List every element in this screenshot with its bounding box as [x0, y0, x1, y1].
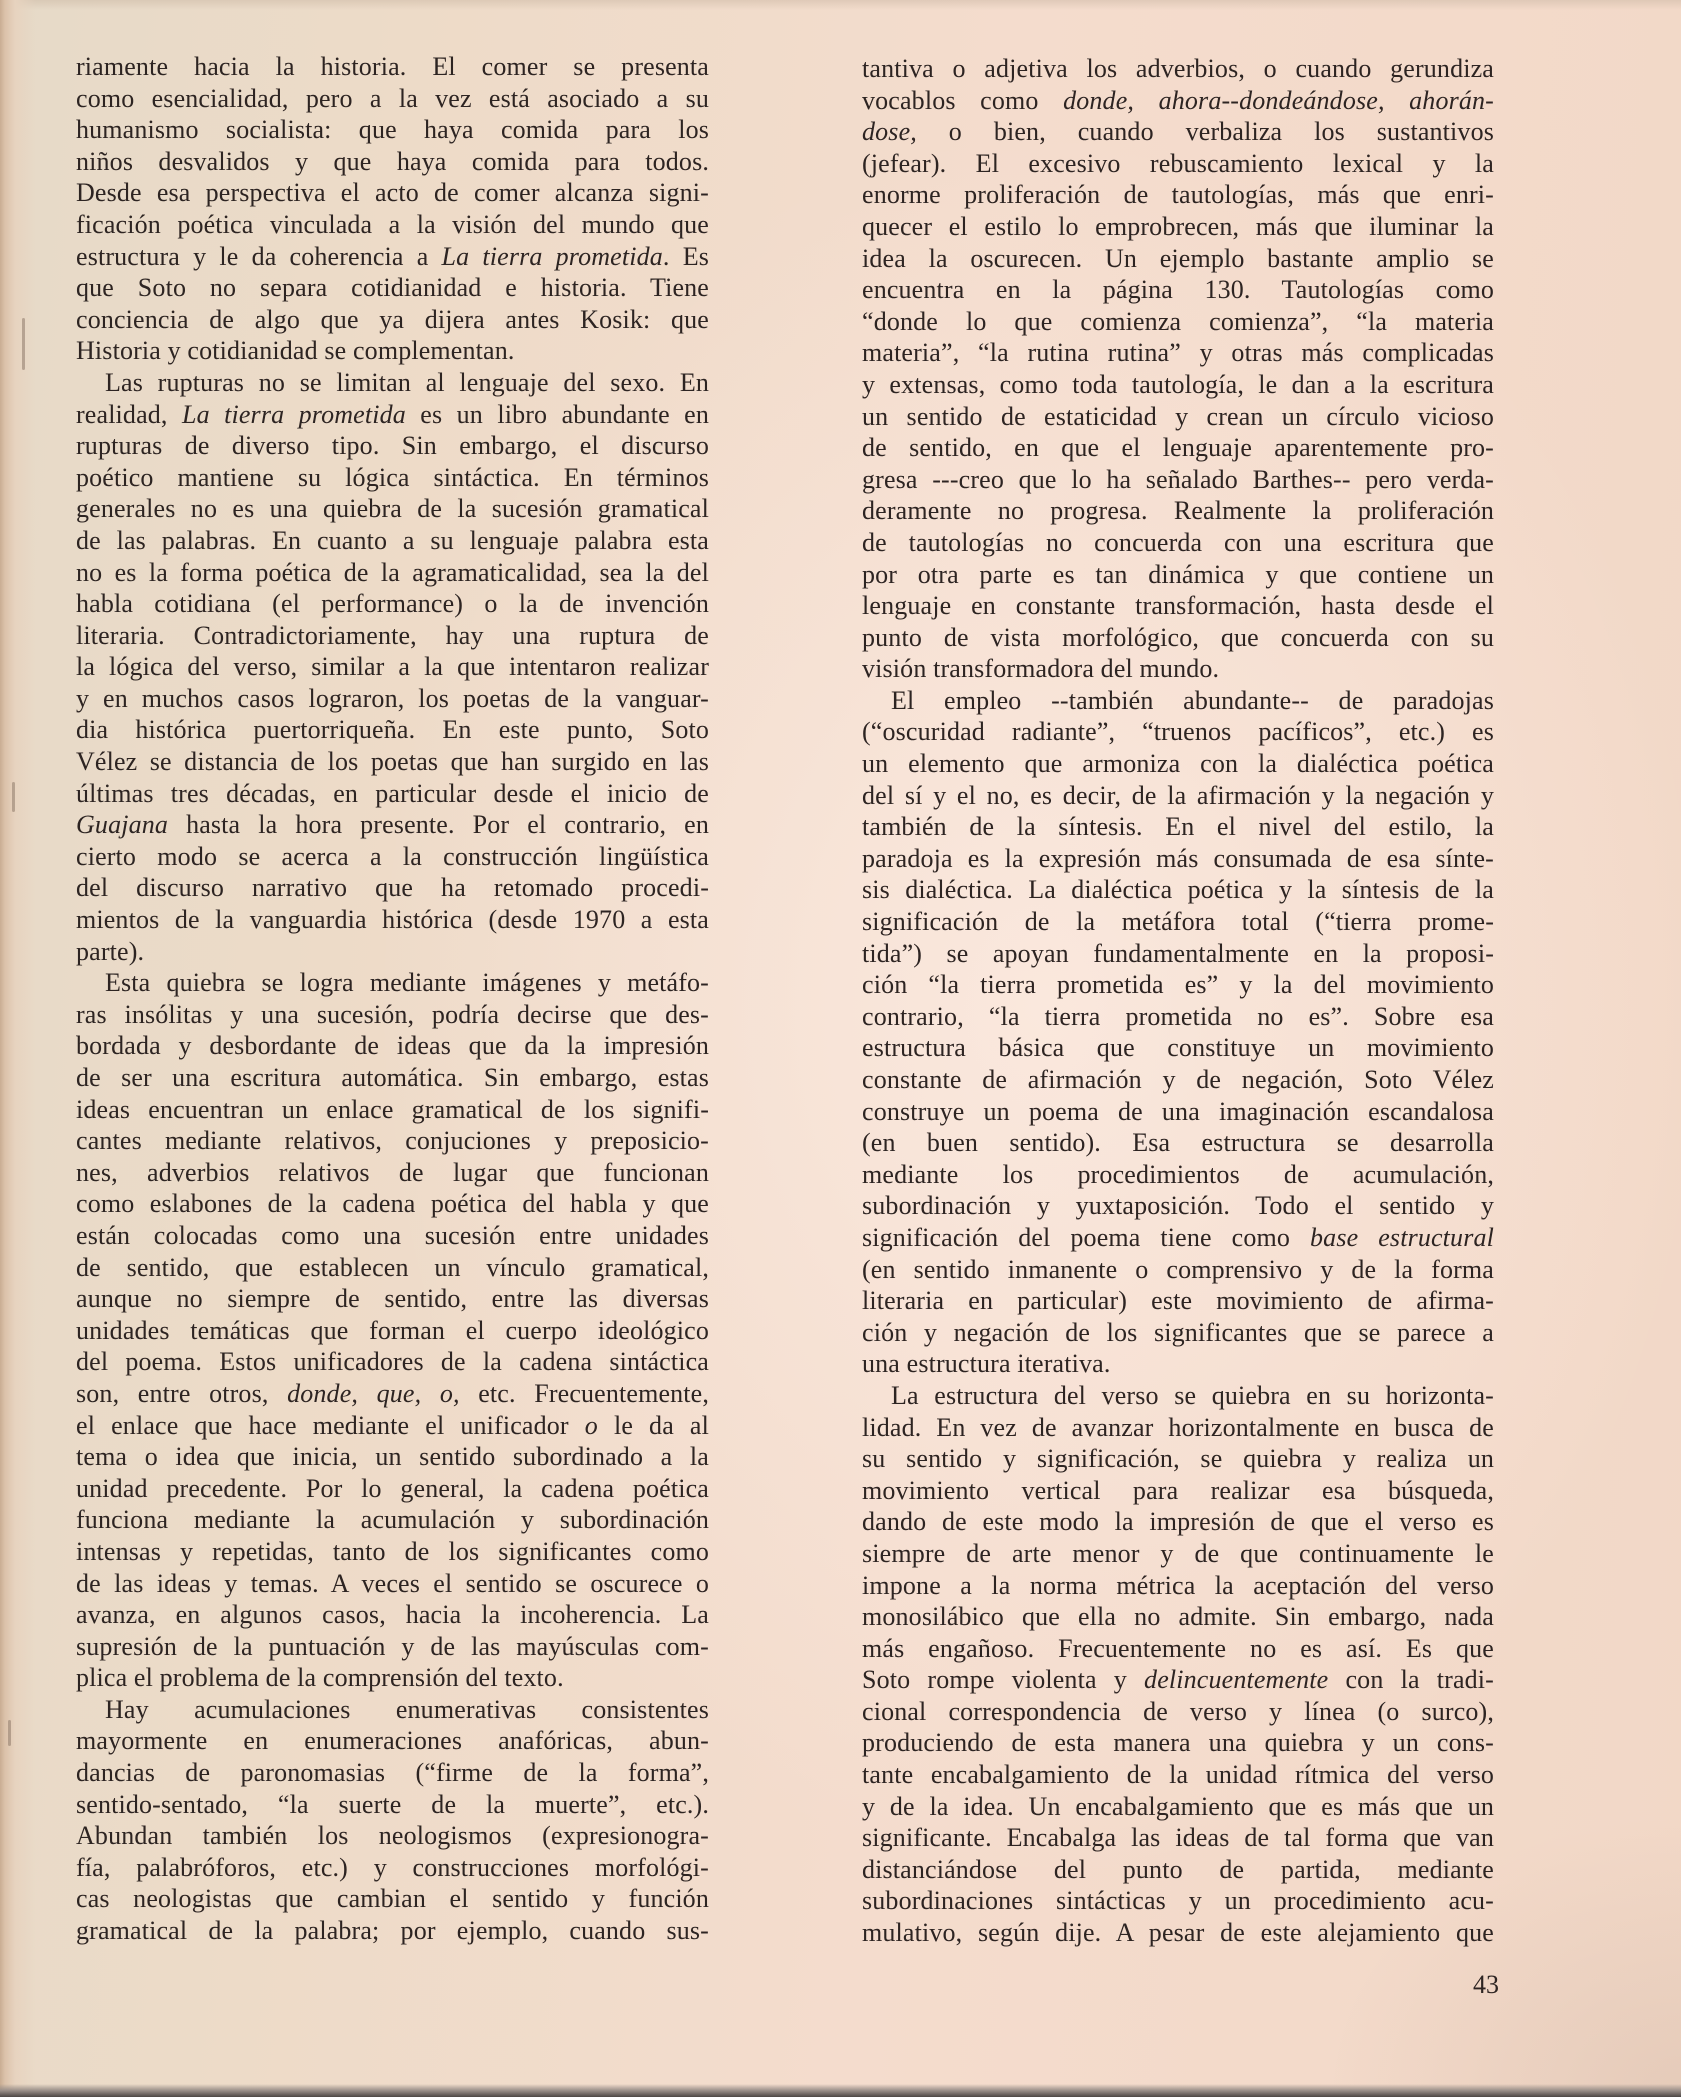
text-run: significante. Encabalga las ideas de tal forma que van	[862, 1823, 1494, 1853]
text-line	[76, 1820, 709, 1852]
text-line	[862, 780, 1494, 812]
text-run: (jefear). El excesivo rebuscamiento lexical y la	[862, 148, 1494, 178]
text-run: intensas y repetidas, tanto de los significantes como	[76, 1536, 709, 1566]
text-run: plica el problema de la comprensión del texto.	[76, 1663, 564, 1693]
text-line	[862, 53, 1494, 85]
text-line	[76, 1536, 709, 1568]
text-line	[862, 906, 1494, 938]
text-run: poético mantiene su lógica sintáctica. En términos	[76, 462, 709, 492]
text-run: de las ideas y temas. A veces el sentido se oscurece o	[76, 1568, 709, 1598]
text-run: unidades temáticas que forman el cuerpo ideológico	[76, 1315, 709, 1345]
text-run: humanismo socialista: que haya comida para los	[76, 115, 709, 145]
text-run: materia”, “la rutina rutina” y otras más complicadas	[862, 338, 1494, 368]
text-run: subordinación y yuxtaposición. Todo el sentido y	[862, 1191, 1494, 1221]
text-line	[862, 1064, 1494, 1096]
text-run: del sí y el no, es decir, de la afirmación y la negación y	[862, 780, 1494, 810]
text-line	[862, 274, 1494, 306]
text-run: dancias de paronomasias (“firme de la forma”,	[76, 1758, 709, 1788]
text-line	[76, 651, 709, 683]
text-line	[76, 1315, 709, 1347]
text-run: vocablos como	[862, 85, 1064, 115]
text-run: punto de vista morfológico, que concuerda con su	[862, 622, 1494, 652]
text-line	[76, 872, 709, 904]
text-line	[862, 1664, 1494, 1696]
text-run: rupturas de diverso tipo. Sin embargo, el discurso	[76, 431, 709, 461]
text-run: . Es	[662, 241, 709, 271]
text-run: del discurso narrativo que ha retomado procedi-	[76, 873, 709, 903]
page-number: 43	[1473, 1970, 1499, 1999]
text-run: la lógica del verso, similar a la que intentaron realizar	[76, 652, 709, 682]
text-run: y de la idea. Un encabalgamiento que es más que un	[862, 1791, 1494, 1821]
text-line	[862, 1727, 1494, 1759]
text-line	[862, 590, 1494, 622]
italic-text: donde, ahora--dondeándose, ahorán-	[1063, 85, 1494, 115]
text-line	[76, 809, 709, 841]
italic-text: La tierra prometida	[181, 399, 406, 429]
text-line	[862, 685, 1494, 717]
text-line	[76, 1852, 709, 1884]
paper-edge-left	[0, 0, 36, 2097]
text-run: más engañoso. Frecuentemente no es así. Es que	[862, 1633, 1494, 1663]
text-run: de sentido, que establecen un vínculo gramatical,	[76, 1252, 709, 1282]
text-run: gramatical de la palabra; por ejemplo, cuando sus-	[76, 1916, 709, 1946]
text-line	[862, 1348, 1494, 1380]
text-line	[862, 716, 1494, 748]
text-line	[862, 148, 1494, 180]
text-run: dia histórica puertorriqueña. En este punto, Soto	[76, 715, 709, 745]
text-run: cional correspondencia de verso y línea (o surco),	[862, 1696, 1494, 1726]
text-run: cas neologistas que cambian el sentido y función	[76, 1884, 709, 1914]
text-line	[862, 369, 1494, 401]
text-run: idea la oscurecen. Un ejemplo bastante amplio se	[862, 243, 1494, 273]
text-line	[862, 116, 1494, 148]
text-line	[76, 683, 709, 715]
text-line	[76, 1346, 709, 1378]
text-run: gresa ---creo que lo ha señalado Barthes-- pero verda-	[862, 464, 1494, 494]
text-line	[76, 778, 709, 810]
text-run: realidad,	[76, 399, 182, 429]
text-run: del poema. Estos unificadores de la cadena sintáctica	[76, 1347, 709, 1377]
text-run: quecer el estilo lo emprobrecen, más que iluminar la	[862, 211, 1494, 241]
text-run: tida”) se apoyan fundamentalmente en la proposi-	[862, 938, 1494, 968]
text-run: de ser una escritura automática. Sin embargo, estas	[76, 1063, 709, 1092]
text-line	[76, 1915, 709, 1947]
text-run: nes, adverbios relativos de lugar que funcionan	[76, 1157, 709, 1187]
text-line	[76, 999, 709, 1031]
text-line	[862, 843, 1494, 875]
italic-text: dose,	[862, 117, 917, 147]
text-line	[862, 1443, 1494, 1475]
text-run: Hay acumulaciones enumerativas consistentes	[105, 1694, 709, 1724]
text-run: Vélez se distancia de los poetas que han surgido en las	[76, 747, 709, 777]
text-line	[862, 179, 1494, 211]
text-run: mayormente en enumeraciones anafóricas, abun-	[76, 1726, 709, 1756]
text-line	[862, 1570, 1494, 1602]
text-line	[862, 306, 1494, 338]
text-run: un elemento que armoniza con la dialéctica poética	[862, 749, 1494, 779]
text-run: lenguaje en constante transformación, hasta desde el	[862, 591, 1494, 621]
text-line	[76, 1599, 709, 1631]
text-run: conciencia de algo que ya dijera antes Kosik: que	[76, 304, 709, 334]
text-run: unidad precedente. Por lo general, la cadena poética	[76, 1473, 709, 1503]
text-run: le da al	[597, 1410, 709, 1440]
text-line	[862, 1096, 1494, 1128]
text-run: que Soto no separa cotidianidad e historia. Tiene	[76, 273, 709, 303]
text-run: (“oscuridad radiante”, “truenos pacíficos”, etc.) es	[862, 717, 1494, 747]
scan-speck	[8, 1720, 11, 1746]
text-line	[862, 432, 1494, 464]
text-run: de las palabras. En cuanto a su lenguaje palabra esta	[76, 525, 709, 555]
text-run: con la tradi-	[1328, 1665, 1494, 1695]
text-line	[76, 430, 709, 462]
text-run: fía, palabróforos, etc.) y construcciones morfológi-	[76, 1852, 709, 1882]
text-run: Abundan también los neologismos (expresionogra-	[76, 1821, 709, 1851]
paper-edge-bottom	[0, 2084, 1681, 2097]
text-line	[76, 1568, 709, 1600]
text-line	[862, 1317, 1494, 1349]
text-line	[76, 1094, 709, 1126]
text-line	[862, 1633, 1494, 1665]
text-line	[76, 557, 709, 589]
text-line	[862, 874, 1494, 906]
text-line	[862, 1854, 1494, 1886]
text-line	[76, 1030, 709, 1062]
text-line	[862, 401, 1494, 433]
text-run: no es la forma poética de la agramaticalidad, sea la del	[76, 557, 709, 587]
column-right	[862, 53, 1494, 1949]
text-run: aunque no siempre de sentido, entre las diversas	[76, 1284, 709, 1314]
text-line	[76, 525, 709, 557]
text-line	[862, 495, 1494, 527]
text-run: literaria en particular) este movimiento de afirma-	[862, 1286, 1494, 1316]
text-run: El empleo --también abundante-- de paradojas	[891, 685, 1494, 715]
text-run: “donde lo que comienza comienza”, “la materia	[862, 306, 1494, 336]
text-line	[862, 1759, 1494, 1791]
column-left	[76, 51, 709, 1947]
text-line	[76, 967, 709, 999]
text-line	[862, 243, 1494, 275]
text-run: construye un poema de una imaginación escandalosa	[862, 1096, 1494, 1126]
text-line	[76, 146, 709, 178]
text-line	[76, 1252, 709, 1284]
text-run: ficación poética vinculada a la visión del mundo que	[76, 209, 709, 239]
italic-text: o	[584, 1410, 598, 1440]
text-run: encuentra en la página 130. Tautologías como	[862, 275, 1494, 305]
text-line	[76, 1473, 709, 1505]
text-run: deramente no progresa. Realmente la proliferación	[862, 496, 1494, 526]
text-line	[76, 493, 709, 525]
text-run: enorme proliferación de tautologías, más que enri-	[862, 180, 1494, 210]
text-run: visión transformadora del mundo.	[862, 654, 1220, 684]
paragraph	[862, 53, 1494, 685]
text-line	[76, 1883, 709, 1915]
text-run: es un libro abundante en	[405, 399, 709, 429]
text-line	[76, 1157, 709, 1189]
text-run: La estructura del verso se quiebra en su horizonta-	[891, 1380, 1494, 1410]
text-run: estructura y le da coherencia a	[76, 241, 442, 271]
text-run: Esta quiebra se logra mediante imágenes y metáfo-	[105, 968, 709, 998]
text-run: contrario, “la tierra prometida no es”. Sobre esa	[862, 1001, 1494, 1031]
paragraph	[76, 367, 709, 967]
text-line	[862, 1601, 1494, 1633]
text-run: Soto rompe violenta y	[862, 1665, 1145, 1695]
italic-text: delincuentemente	[1144, 1665, 1329, 1695]
paper-edge-top	[0, 0, 1681, 10]
text-line	[76, 714, 709, 746]
text-run: bordada y desbordante de ideas que da la impresión	[76, 1031, 709, 1061]
paragraph	[76, 51, 709, 367]
scan-speck	[12, 782, 15, 812]
text-line	[862, 1380, 1494, 1412]
text-run: Historia y cotidianidad se complementan.	[76, 336, 515, 366]
text-run: monosilábico que ella no admite. Sin embargo, nada	[862, 1602, 1494, 1632]
text-run: cierto modo se acerca a la construcción lingüística	[76, 841, 709, 871]
text-line	[76, 1662, 709, 1694]
text-line	[76, 51, 709, 83]
text-line	[862, 1791, 1494, 1823]
text-run: su sentido y significación, se quiebra y realiza un	[862, 1444, 1494, 1474]
text-run: subordinaciones sintácticas y un procedimiento acu-	[862, 1886, 1494, 1916]
text-line	[862, 1885, 1494, 1917]
text-line	[862, 1285, 1494, 1317]
text-run: hasta la hora presente. Por el contrario, en	[168, 810, 709, 840]
text-run: estructura básica que constituye un movimiento	[862, 1033, 1494, 1063]
text-run: lidad. En vez de avanzar horizontalmente en busca de	[862, 1412, 1494, 1442]
text-line	[76, 83, 709, 115]
text-line	[76, 1220, 709, 1252]
text-run: mediante los procedimientos de acumulación,	[862, 1159, 1494, 1189]
text-line	[862, 1412, 1494, 1444]
text-line	[76, 241, 709, 273]
text-line	[862, 748, 1494, 780]
text-line	[76, 209, 709, 241]
text-run: tante encabalgamiento de la unidad rítmica del verso	[862, 1760, 1494, 1790]
text-line	[862, 1159, 1494, 1191]
text-line	[76, 1410, 709, 1442]
text-line	[76, 620, 709, 652]
text-run: por otra parte es tan dinámica y que contiene un	[862, 559, 1494, 589]
text-line	[862, 85, 1494, 117]
text-line	[862, 1001, 1494, 1033]
text-line	[76, 588, 709, 620]
paragraph	[862, 685, 1494, 1380]
italic-text: Guajana	[76, 810, 169, 840]
text-run: últimas tres décadas, en particular desde el inicio de	[76, 778, 709, 808]
text-line	[862, 653, 1494, 685]
text-line	[76, 1062, 709, 1094]
text-run: son, entre otros,	[76, 1378, 288, 1408]
text-line	[76, 1504, 709, 1536]
text-run: constante de afirmación y de negación, Soto Vélez	[862, 1065, 1494, 1094]
text-run: (en buen sentido). Esa estructura se desarrolla	[862, 1128, 1494, 1158]
italic-text: base estructural	[1310, 1222, 1494, 1252]
text-line	[76, 1378, 709, 1410]
text-run: produciendo de esta manera una quiebra y un cons-	[862, 1728, 1494, 1758]
text-run: movimiento vertical para realizar esa búsqueda,	[862, 1475, 1494, 1505]
text-line	[862, 1190, 1494, 1222]
text-line	[76, 1757, 709, 1789]
text-run: niños desvalidos y que haya comida para todos.	[76, 146, 709, 176]
text-run: significación de la metáfora total (“tierra prome-	[862, 907, 1494, 937]
text-line	[862, 1538, 1494, 1570]
text-run: de sentido, en que el lenguaje aparentemente pro-	[862, 433, 1494, 463]
text-line	[76, 1789, 709, 1821]
text-run: siempre de arte menor y de que continuamente le	[862, 1538, 1494, 1568]
text-line	[76, 462, 709, 494]
text-run: habla cotidiana (el performance) o la de invención	[76, 589, 709, 619]
text-run: de tautologías no concuerda con una escritura que	[862, 527, 1494, 557]
text-run: Desde esa perspectiva el acto de comer alcanza signi-	[76, 178, 709, 208]
text-run: literaria. Contradictoriamente, hay una ruptura de	[76, 620, 709, 650]
text-line	[76, 1283, 709, 1315]
text-run: y en muchos casos lograron, los poetas de la vanguar-	[76, 683, 709, 713]
text-line	[76, 1631, 709, 1663]
text-run: funciona mediante la acumulación y subordinación	[76, 1505, 709, 1535]
text-run: y extensas, como toda tautología, le dan a la escritura	[862, 369, 1494, 399]
text-line	[862, 464, 1494, 496]
text-run: una estructura iterativa.	[862, 1349, 1111, 1379]
text-line	[862, 337, 1494, 369]
text-run: mulativo, según dije. A pesar de este alejamiento que	[862, 1918, 1494, 1948]
text-line	[862, 622, 1494, 654]
paragraph	[76, 967, 709, 1694]
text-line	[862, 1822, 1494, 1854]
text-line	[862, 1222, 1494, 1254]
text-run: el enlace que hace mediante el unificador	[76, 1410, 585, 1440]
text-line	[76, 177, 709, 209]
text-line	[862, 1696, 1494, 1728]
text-line	[76, 304, 709, 336]
text-run: como eslabones de la cadena poética del habla y que	[76, 1189, 709, 1219]
text-line	[76, 1694, 709, 1726]
text-line	[862, 211, 1494, 243]
text-line	[76, 1188, 709, 1220]
text-line	[76, 936, 709, 968]
text-run: supresión de la puntuación y de las mayúsculas com-	[76, 1631, 709, 1661]
text-line	[862, 1127, 1494, 1159]
text-run: un sentido de estaticidad y crean un círculo vicioso	[862, 401, 1494, 431]
paragraph	[76, 1694, 709, 1947]
text-run: paradoja es la expresión más consumada de esa sínte-	[862, 843, 1494, 873]
text-run: cantes mediante relativos, conjuciones y preposicio-	[76, 1126, 709, 1156]
text-line	[76, 1125, 709, 1157]
text-run: o bien, cuando verbaliza los sustantivos	[916, 117, 1494, 147]
text-line	[76, 746, 709, 778]
text-line	[862, 938, 1494, 970]
text-line	[76, 1441, 709, 1473]
text-line	[76, 114, 709, 146]
text-run: ideas encuentran un enlace gramatical de los signifi-	[76, 1094, 709, 1124]
text-run: sentido-sentado, “la suerte de la muerte”, etc.).	[76, 1789, 709, 1819]
italic-text: La tierra prometida	[441, 241, 663, 271]
text-line	[862, 1032, 1494, 1064]
text-run: mientos de la vanguardia histórica (desde 1970 a esta	[76, 905, 709, 935]
text-line	[862, 559, 1494, 591]
text-run: generales no es una quiebra de la sucesión gramatical	[76, 494, 709, 524]
text-run: Las rupturas no se limitan al lenguaje del sexo. En	[105, 367, 709, 397]
text-run: (en sentido inmanente o comprensivo y de la forma	[862, 1254, 1494, 1284]
italic-text: donde, que, o,	[287, 1378, 460, 1408]
text-run: sis dialéctica. La dialéctica poética y la síntesis de la	[862, 875, 1494, 905]
text-line	[862, 1475, 1494, 1507]
text-line	[76, 904, 709, 936]
text-run: riamente hacia la historia. El comer se presenta	[76, 52, 709, 81]
text-run: tantiva o adjetiva los adverbios, o cuando gerundiza	[862, 54, 1494, 83]
text-run: como esencialidad, pero a la vez está asociado a su	[76, 83, 709, 113]
text-run: impone a la norma métrica la aceptación del verso	[862, 1570, 1494, 1600]
text-run: están colocadas como una sucesión entre unidades	[76, 1220, 709, 1250]
text-run: avanza, en algunos casos, hacia la incoherencia. La	[76, 1600, 709, 1630]
text-line	[862, 1254, 1494, 1286]
text-run: significación del poema tiene como	[862, 1222, 1311, 1252]
text-line	[862, 1506, 1494, 1538]
paragraph	[862, 1380, 1494, 1949]
scan-speck	[22, 318, 25, 370]
text-line	[76, 335, 709, 367]
text-line	[862, 811, 1494, 843]
text-line	[76, 1725, 709, 1757]
text-run: parte).	[76, 936, 145, 966]
text-line	[76, 367, 709, 399]
text-line	[76, 399, 709, 431]
text-run: ras insólitas y una sucesión, podría decirse que des-	[76, 999, 709, 1029]
text-run: tema o idea que inicia, un sentido subordinado a la	[76, 1442, 709, 1472]
text-run: etc. Frecuentemente,	[459, 1378, 710, 1408]
text-run: distanciándose del punto de partida, mediante	[862, 1854, 1494, 1884]
text-run: ción “la tierra prometida es” y la del movimiento	[862, 970, 1494, 1000]
text-line	[862, 969, 1494, 1001]
text-line	[76, 841, 709, 873]
text-line	[862, 1917, 1494, 1949]
text-run: también de la síntesis. En el nivel del estilo, la	[862, 812, 1494, 842]
text-line	[76, 272, 709, 304]
text-run: dando de este modo la impresión de que el verso es	[862, 1507, 1494, 1537]
text-run: ción y negación de los significantes que se parece a	[862, 1317, 1494, 1347]
text-line	[862, 527, 1494, 559]
